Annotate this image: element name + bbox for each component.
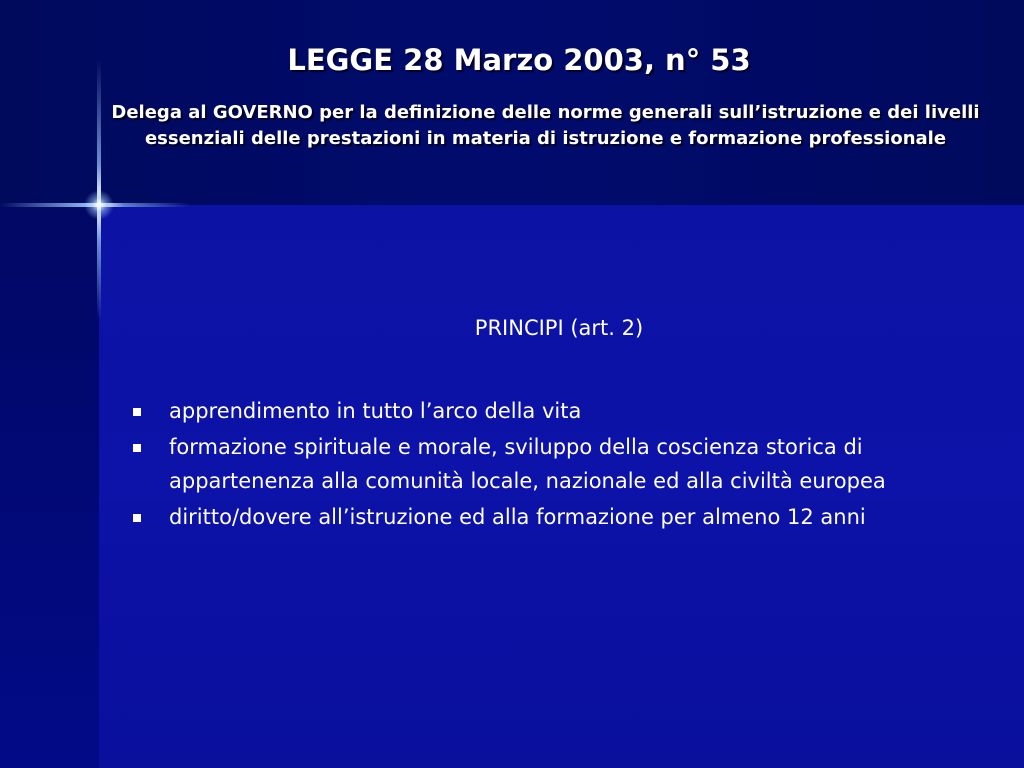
- sparkle-icon: [84, 190, 114, 220]
- bullet-text: apprendimento in tutto l’arco della vita: [169, 399, 582, 423]
- slide-title: LEGGE 28 Marzo 2003, n° 53: [287, 43, 751, 77]
- bullet-item: [130, 500, 980, 534]
- slide-subtitle: Delega al GOVERNO per la definizione delle norme generali sull’istruzione e dei livelli essenziali delle prestazioni in materia di istruzione e formazione professionale: [111, 102, 980, 149]
- square-bullet-icon: [133, 444, 141, 452]
- bullet-list: [130, 394, 980, 536]
- bullet-text: formazione spirituale e morale, sviluppo della coscienza storica di appartenenza alla comunità locale, nazionale ed alla civiltà europea: [169, 435, 886, 493]
- square-bullet-icon: [133, 514, 141, 522]
- section-heading: PRINCIPI (art. 2): [474, 316, 644, 340]
- bullet-item: [130, 394, 980, 428]
- bullet-text: diritto/dovere all’istruzione ed alla formazione per almeno 12 anni: [169, 505, 866, 529]
- bullet-item: [130, 430, 980, 498]
- square-bullet-icon: [133, 408, 141, 416]
